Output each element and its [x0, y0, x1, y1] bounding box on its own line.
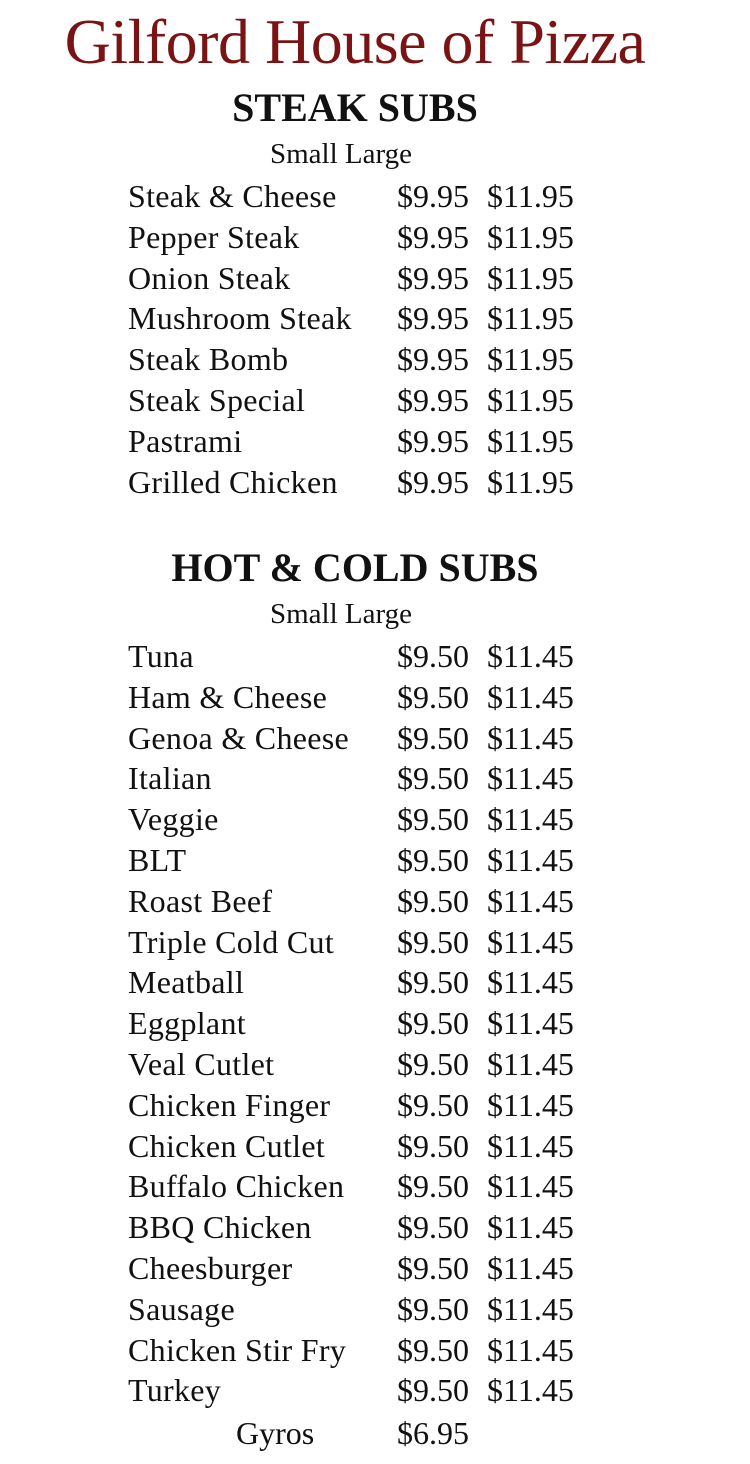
small-price: $9.95: [397, 381, 469, 418]
small-price: $9.50: [397, 678, 469, 715]
item-name: Meatball: [128, 964, 245, 1001]
large-price: $11.45: [487, 760, 574, 797]
large-price: $11.45: [487, 1249, 574, 1286]
menu-item: [0, 421, 750, 462]
item-name: Steak Bomb: [128, 341, 289, 378]
small-price: $9.95: [397, 218, 469, 255]
menu-item: [0, 962, 750, 1003]
small-price: $9.95: [397, 178, 469, 214]
menu-item: [0, 462, 750, 503]
menu-item: [0, 922, 750, 963]
large-price: $11.95: [487, 463, 574, 500]
large-price: $11.45: [487, 1168, 574, 1205]
large-price: $11.45: [487, 1045, 574, 1082]
large-price: $11.95: [487, 300, 574, 337]
small-price: $9.50: [397, 964, 469, 1001]
item-name: Grilled Chicken: [128, 463, 338, 500]
menu-item: [0, 1289, 750, 1330]
small-price: $9.50: [397, 1086, 469, 1123]
large-price: $11.45: [487, 964, 574, 1001]
item-price: $6.95: [397, 1415, 469, 1451]
large-price: $11.45: [487, 801, 574, 838]
menu-item: [0, 1126, 750, 1167]
small-price: $9.50: [397, 1127, 469, 1164]
large-price: $11.45: [487, 1127, 574, 1164]
small-price: $9.50: [397, 1168, 469, 1205]
large-price: $11.45: [487, 719, 574, 756]
menu-item-gyros: [0, 1413, 750, 1453]
large-price: $11.45: [487, 1331, 574, 1368]
small-price: $9.95: [397, 422, 469, 459]
item-name: Chicken Stir Fry: [128, 1331, 347, 1368]
item-name: Cheesburger: [128, 1249, 293, 1286]
item-name: Ham & Cheese: [128, 678, 328, 715]
menu-item: [0, 1003, 750, 1044]
large-price: $11.45: [487, 1209, 574, 1246]
item-name: Genoa & Cheese: [128, 719, 350, 756]
small-price: $9.50: [397, 1331, 469, 1368]
item-name: Chicken Finger: [128, 1086, 331, 1123]
large-price: $11.45: [487, 1086, 574, 1123]
item-name: Mushroom Steak: [128, 300, 352, 337]
large-price: $11.95: [487, 381, 574, 418]
large-price: $11.45: [487, 1005, 574, 1042]
large-price: $11.45: [487, 1290, 574, 1327]
small-price: $9.50: [397, 1209, 469, 1246]
large-price: $11.95: [487, 178, 574, 214]
item-name: Pepper Steak: [128, 218, 300, 255]
item-name: Steak & Cheese: [128, 178, 337, 214]
small-price: $9.50: [397, 638, 469, 674]
menu-item: [0, 636, 750, 677]
hot-cold-subs-list: [0, 636, 750, 1411]
menu-item: [0, 1248, 750, 1289]
menu-item: [0, 799, 750, 840]
item-name: Buffalo Chicken: [128, 1168, 345, 1205]
item-name: Pastrami: [128, 422, 243, 459]
item-name: BBQ Chicken: [128, 1209, 312, 1246]
menu-item: [0, 1207, 750, 1248]
item-name: Triple Cold Cut: [128, 923, 335, 960]
menu-item: [0, 718, 750, 759]
steak-subs-list: [0, 176, 750, 502]
item-name: Gyros: [236, 1415, 315, 1451]
menu-item: [0, 881, 750, 922]
item-name: Veal Cutlet: [128, 1045, 275, 1082]
small-price: $9.95: [397, 341, 469, 378]
item-name: Sausage: [128, 1290, 235, 1327]
small-price: $9.95: [397, 300, 469, 337]
large-price: $11.45: [487, 678, 574, 715]
item-name: Veggie: [128, 801, 219, 838]
menu-item: [0, 176, 750, 217]
menu-item: [0, 298, 750, 339]
small-price: $9.50: [397, 923, 469, 960]
small-price: $9.50: [397, 841, 469, 878]
menu-item: [0, 1330, 750, 1371]
large-price: $11.45: [487, 841, 574, 878]
item-name: Turkey: [128, 1372, 222, 1409]
menu-item: [0, 677, 750, 718]
item-name: BLT: [128, 841, 187, 878]
menu-item: [0, 1085, 750, 1126]
large-price: $11.45: [487, 882, 574, 919]
item-name: Chicken Cutlet: [128, 1127, 326, 1164]
small-price: $9.50: [397, 1290, 469, 1327]
small-price: $9.50: [397, 1372, 469, 1409]
menu-item: [0, 1370, 750, 1411]
item-name: Tuna: [128, 638, 194, 674]
large-price: $11.95: [487, 422, 574, 459]
menu-item: [0, 758, 750, 799]
large-price: $11.45: [487, 923, 574, 960]
large-price: $11.45: [487, 1372, 574, 1409]
item-name: Eggplant: [128, 1005, 246, 1042]
hot-cold-size-header: Small Large: [270, 598, 413, 630]
steak-subs-heading: STEAK SUBS: [232, 85, 478, 130]
menu-item: [0, 258, 750, 299]
item-name: Steak Special: [128, 381, 306, 418]
large-price: $11.45: [487, 638, 574, 674]
menu-item: [0, 840, 750, 881]
menu-item: [0, 1044, 750, 1085]
large-price: $11.95: [487, 341, 574, 378]
item-name: Onion Steak: [128, 259, 291, 296]
small-price: $9.50: [397, 1005, 469, 1042]
steak-size-header: Small Large: [270, 138, 413, 170]
small-price: $9.50: [397, 760, 469, 797]
large-price: $11.95: [487, 259, 574, 296]
hot-cold-subs-heading: HOT & COLD SUBS: [171, 545, 539, 590]
large-price: $11.95: [487, 218, 574, 255]
small-price: $9.50: [397, 719, 469, 756]
small-price: $9.95: [397, 259, 469, 296]
item-name: Roast Beef: [128, 882, 273, 919]
menu-item: [0, 217, 750, 258]
menu-item: [0, 339, 750, 380]
small-price: $9.50: [397, 1249, 469, 1286]
menu-item: [0, 380, 750, 421]
small-price: $9.95: [397, 463, 469, 500]
menu-item: [0, 1166, 750, 1207]
item-name: Italian: [128, 760, 212, 797]
small-price: $9.50: [397, 1045, 469, 1082]
restaurant-title: Gilford House of Pizza: [64, 6, 646, 77]
small-price: $9.50: [397, 801, 469, 838]
small-price: $9.50: [397, 882, 469, 919]
